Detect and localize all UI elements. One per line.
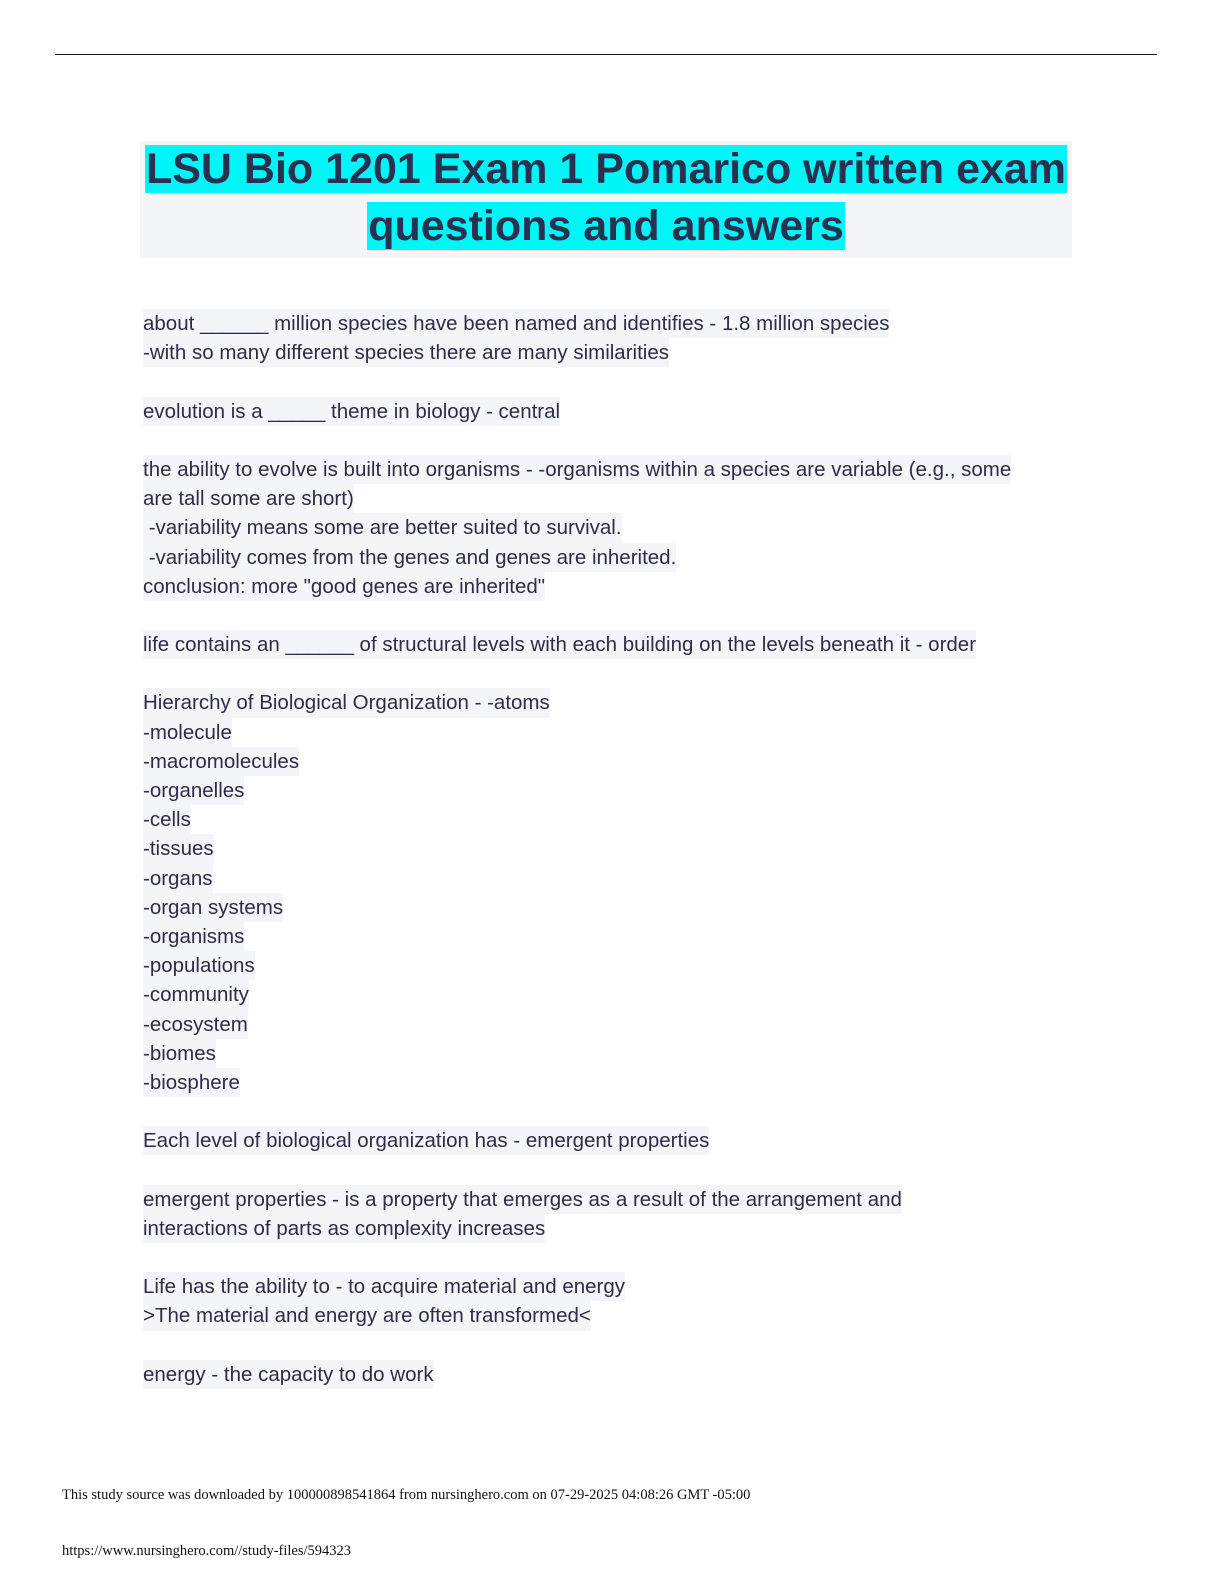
text-line: Life has the ability to - to acquire material and energy — [143, 1272, 625, 1301]
qa-paragraph — [143, 630, 1083, 659]
text-line: -cells — [143, 805, 191, 834]
text-line: Each level of biological organization has - emergent properties — [143, 1126, 709, 1155]
text-line: Hierarchy of Biological Organization - -atoms — [143, 688, 550, 717]
source-url[interactable]: https://www.nursinghero.com//study-files/594323 — [62, 1543, 352, 1559]
text-line: about ______ million species have been named and identifies - 1.8 million species — [143, 309, 889, 338]
text-line: conclusion: more "good genes are inherited" — [143, 572, 545, 601]
document-title — [140, 141, 1072, 258]
qa-paragraph — [143, 688, 1083, 1097]
text-line: -ecosystem — [143, 1010, 248, 1039]
text-line: -populations — [143, 951, 255, 980]
text-line: evolution is a _____ theme in biology - central — [143, 397, 560, 426]
text-line: -variability comes from the genes and genes are inherited. — [143, 543, 676, 572]
qa-paragraph — [143, 455, 1083, 601]
document-body — [143, 309, 1083, 1418]
text-line: life contains an ______ of structural levels with each building on the levels beneath it - order — [143, 630, 976, 659]
text-line: -with so many different species there are many similarities — [143, 338, 669, 367]
text-line: interactions of parts as complexity increases — [143, 1214, 545, 1243]
text-line: -organ systems — [143, 893, 283, 922]
download-source-notice: This study source was downloaded by 100000898541864 from nursinghero.com on 07-29-2025 04:08:26 GMT -05:00 — [62, 1487, 751, 1503]
qa-paragraph — [143, 1126, 1083, 1155]
qa-paragraph — [143, 1272, 1083, 1330]
text-line: emergent properties - is a property that emerges as a result of the arrangement and — [143, 1185, 902, 1214]
text-line: -tissues — [143, 834, 214, 863]
text-line: energy - the capacity to do work — [143, 1360, 434, 1389]
qa-paragraph — [143, 397, 1083, 426]
top-rule — [55, 54, 1157, 55]
qa-paragraph — [143, 1360, 1083, 1389]
text-line: -variability means some are better suited to survival. — [143, 513, 622, 542]
text-line: -biomes — [143, 1039, 216, 1068]
title-line-1: LSU Bio 1201 Exam 1 Pomarico written exam — [145, 145, 1067, 193]
text-line: -organs — [143, 864, 213, 893]
qa-paragraph — [143, 309, 1083, 367]
text-line: -organisms — [143, 922, 244, 951]
text-line: the ability to evolve is built into organisms - -organisms within a species are variable (e.g., some — [143, 455, 1011, 484]
text-line: -biosphere — [143, 1068, 240, 1097]
text-line: -organelles — [143, 776, 244, 805]
text-line: are tall some are short) — [143, 484, 354, 513]
title-line-2: questions and answers — [368, 202, 844, 250]
text-line: -macromolecules — [143, 747, 299, 776]
qa-paragraph — [143, 1185, 1083, 1243]
text-line: -molecule — [143, 718, 232, 747]
text-line: >The material and energy are often transformed< — [143, 1301, 591, 1330]
text-line: -community — [143, 980, 249, 1009]
